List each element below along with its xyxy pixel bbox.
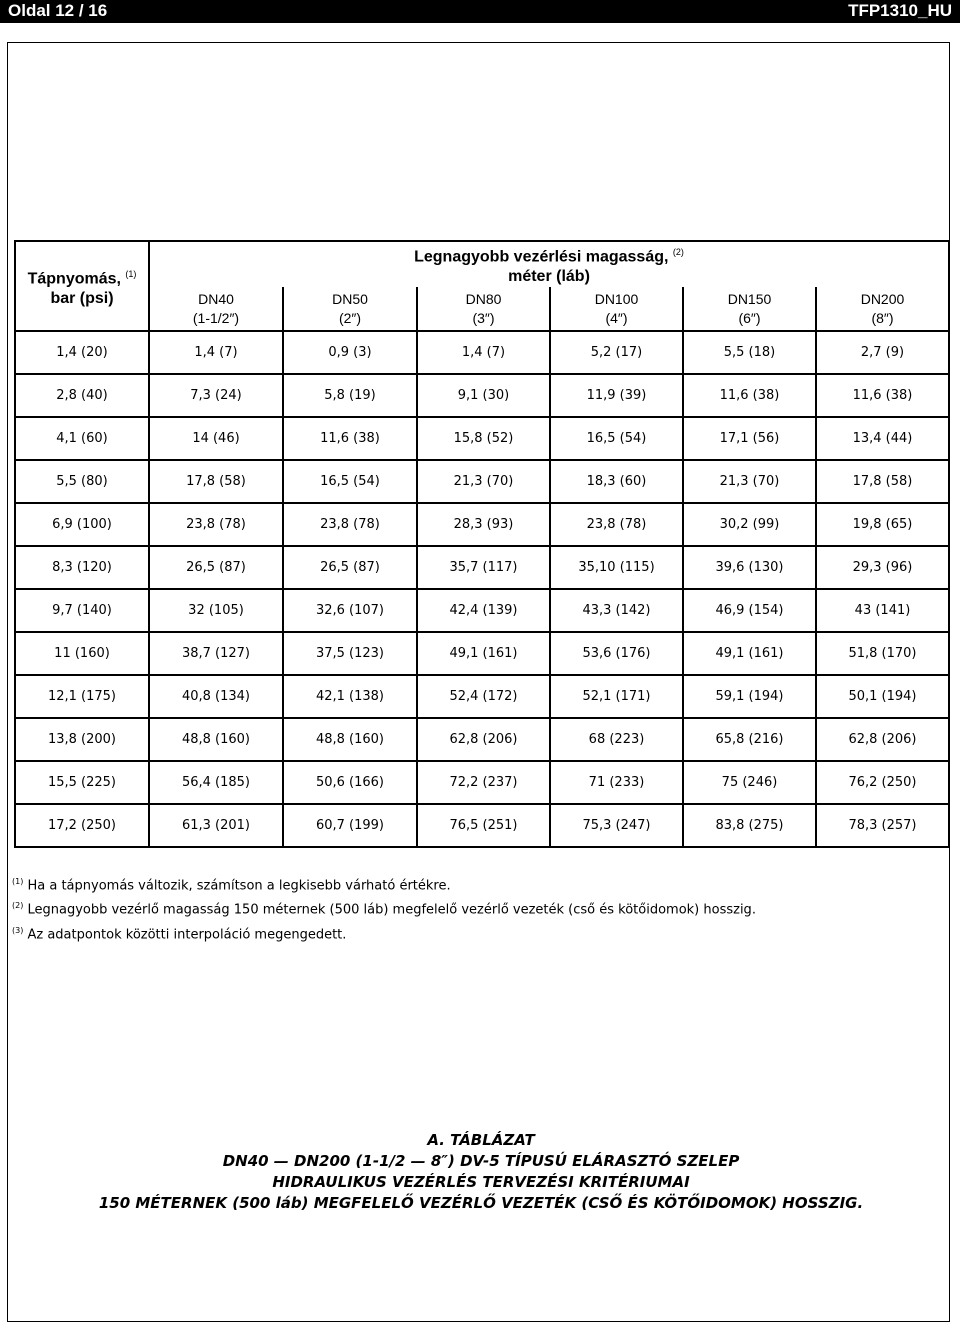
height-cell: 76,2 (250): [816, 761, 949, 804]
table-caption: [14, 1130, 948, 1214]
height-cell: 52,4 (172): [417, 675, 550, 718]
height-cell: 15,8 (52): [417, 417, 550, 460]
height-cell: 35,10 (115): [550, 546, 683, 589]
page-number: Oldal 12 / 16: [8, 1, 108, 20]
height-cell: 7,3 (24): [149, 374, 283, 417]
height-cell: 9,1 (30): [417, 374, 550, 417]
height-cell: 62,8 (206): [417, 718, 550, 761]
height-cell: 16,5 (54): [283, 460, 417, 503]
height-cell: 48,8 (160): [283, 718, 417, 761]
table-row: [15, 374, 949, 417]
table-row: [15, 761, 949, 804]
table-row: [15, 718, 949, 761]
height-cell: 2,7 (9): [816, 331, 949, 374]
footnote: $^{(1)}$ Ha a tápnyomás változik, számítson a legkisebb várható értékre.: [12, 877, 451, 894]
height-cell: 23,8 (78): [550, 503, 683, 546]
pressure-cell: 2,8 (40): [15, 374, 149, 417]
height-cell: 16,5 (54): [550, 417, 683, 460]
table-row: [15, 589, 949, 632]
height-cell: 68 (223): [550, 718, 683, 761]
height-cell: 13,4 (44): [816, 417, 949, 460]
height-cell: 61,3 (201): [149, 804, 283, 847]
pressure-cell: 8,3 (120): [15, 546, 149, 589]
height-cell: 21,3 (70): [417, 460, 550, 503]
height-cell: 39,6 (130): [683, 546, 816, 589]
pressure-column-header: Tápnyomás, $^{(1)}$ bar (psi): [15, 241, 149, 331]
caption-line: HIDRAULIKUS VEZÉRLÉS TERVEZÉSI KRITÉRIUMAI: [272, 1173, 690, 1191]
pressure-cell: 13,8 (200): [15, 718, 149, 761]
control-height-table: [14, 240, 950, 848]
size-header-dn80: DN80 (3″): [417, 287, 550, 331]
page-header: [0, 0, 960, 23]
pressure-cell: 9,7 (140): [15, 589, 149, 632]
height-column-header: Legnagyobb vezérlési magasság, $^{(2)}$ méter (láb): [149, 241, 949, 287]
document-id: TFP1310_HU: [848, 1, 952, 20]
height-cell: 17,8 (58): [149, 460, 283, 503]
height-cell: 32,6 (107): [283, 589, 417, 632]
height-cell: 5,2 (17): [550, 331, 683, 374]
caption-title: A. TÁBLÁZAT: [427, 1131, 535, 1149]
height-cell: 5,8 (19): [283, 374, 417, 417]
height-cell: 76,5 (251): [417, 804, 550, 847]
height-cell: 40,8 (134): [149, 675, 283, 718]
height-cell: 1,4 (7): [149, 331, 283, 374]
height-cell: 50,1 (194): [816, 675, 949, 718]
table-row: [15, 804, 949, 847]
height-cell: 46,9 (154): [683, 589, 816, 632]
pressure-cell: 17,2 (250): [15, 804, 149, 847]
pressure-cell: 12,1 (175): [15, 675, 149, 718]
height-cell: 11,6 (38): [816, 374, 949, 417]
height-cell: 23,8 (78): [149, 503, 283, 546]
table-row: [15, 331, 949, 374]
table-row: [15, 460, 949, 503]
height-cell: 1,4 (7): [417, 331, 550, 374]
height-cell: 37,5 (123): [283, 632, 417, 675]
table-row: [15, 675, 949, 718]
height-cell: 75 (246): [683, 761, 816, 804]
height-cell: 17,1 (56): [683, 417, 816, 460]
pressure-cell: 4,1 (60): [15, 417, 149, 460]
height-cell: 43 (141): [816, 589, 949, 632]
size-header-dn40: DN40 (1-1/2″): [149, 287, 283, 331]
height-cell: 60,7 (199): [283, 804, 417, 847]
pressure-cell: 15,5 (225): [15, 761, 149, 804]
height-cell: 56,4 (185): [149, 761, 283, 804]
pressure-cell: 1,4 (20): [15, 331, 149, 374]
height-cell: 28,3 (93): [417, 503, 550, 546]
height-cell: 29,3 (96): [816, 546, 949, 589]
footnote: $^{(3)}$ Az adatpontok közötti interpoláció megengedett.: [12, 925, 347, 942]
size-header-dn100: DN100 (4″): [550, 287, 683, 331]
height-cell: 26,5 (87): [149, 546, 283, 589]
pressure-cell: 6,9 (100): [15, 503, 149, 546]
footnotes: [12, 872, 912, 945]
table-row: [15, 632, 949, 675]
height-cell: 71 (233): [550, 761, 683, 804]
height-cell: 51,8 (170): [816, 632, 949, 675]
height-cell: 65,8 (216): [683, 718, 816, 761]
height-cell: 0,9 (3): [283, 331, 417, 374]
height-cell: 11,9 (39): [550, 374, 683, 417]
size-header-dn150: DN150 (6″): [683, 287, 816, 331]
pressure-cell: 5,5 (80): [15, 460, 149, 503]
size-header-dn50: DN50 (2″): [283, 287, 417, 331]
height-cell: 23,8 (78): [283, 503, 417, 546]
caption-line: 150 MÉTERNEK (500 láb) MEGFELELŐ VEZÉRLŐ VEZETÉK (CSŐ ÉS KÖTŐIDOMOK) HOSSZIG.: [98, 1194, 864, 1212]
height-cell: 5,5 (18): [683, 331, 816, 374]
height-cell: 42,1 (138): [283, 675, 417, 718]
table-row: [15, 503, 949, 546]
height-cell: 11,6 (38): [283, 417, 417, 460]
height-cell: 38,7 (127): [149, 632, 283, 675]
valve-size-row: [15, 287, 949, 331]
height-cell: 35,7 (117): [417, 546, 550, 589]
height-cell: 78,3 (257): [816, 804, 949, 847]
table-row: [15, 417, 949, 460]
pressure-cell: 11 (160): [15, 632, 149, 675]
height-cell: 62,8 (206): [816, 718, 949, 761]
height-cell: 14 (46): [149, 417, 283, 460]
height-cell: 48,8 (160): [149, 718, 283, 761]
height-cell: 26,5 (87): [283, 546, 417, 589]
height-cell: 43,3 (142): [550, 589, 683, 632]
height-cell: 19,8 (65): [816, 503, 949, 546]
height-cell: 32 (105): [149, 589, 283, 632]
height-cell: 49,1 (161): [417, 632, 550, 675]
height-cell: 52,1 (171): [550, 675, 683, 718]
height-cell: 75,3 (247): [550, 804, 683, 847]
size-header-dn200: DN200 (8″): [816, 287, 949, 331]
height-cell: 17,8 (58): [816, 460, 949, 503]
height-cell: 50,6 (166): [283, 761, 417, 804]
caption-line: DN40 — DN200 (1-1/2 — 8″) DV-5 TÍPUSÚ ELÁRASZTÓ SZELEP: [222, 1152, 740, 1170]
height-cell: 30,2 (99): [683, 503, 816, 546]
height-cell: 83,8 (275): [683, 804, 816, 847]
height-cell: 53,6 (176): [550, 632, 683, 675]
height-cell: 42,4 (139): [417, 589, 550, 632]
height-cell: 59,1 (194): [683, 675, 816, 718]
height-cell: 18,3 (60): [550, 460, 683, 503]
height-cell: 11,6 (38): [683, 374, 816, 417]
table-row: [15, 546, 949, 589]
height-cell: 21,3 (70): [683, 460, 816, 503]
footnote: $^{(2)}$ Legnagyobb vezérlő magasság 150 méternek (500 láb) megfelelő vezérlő vezeték (cső és kötőidomok) hosszig.: [12, 901, 756, 918]
height-cell: 72,2 (237): [417, 761, 550, 804]
height-cell: 49,1 (161): [683, 632, 816, 675]
